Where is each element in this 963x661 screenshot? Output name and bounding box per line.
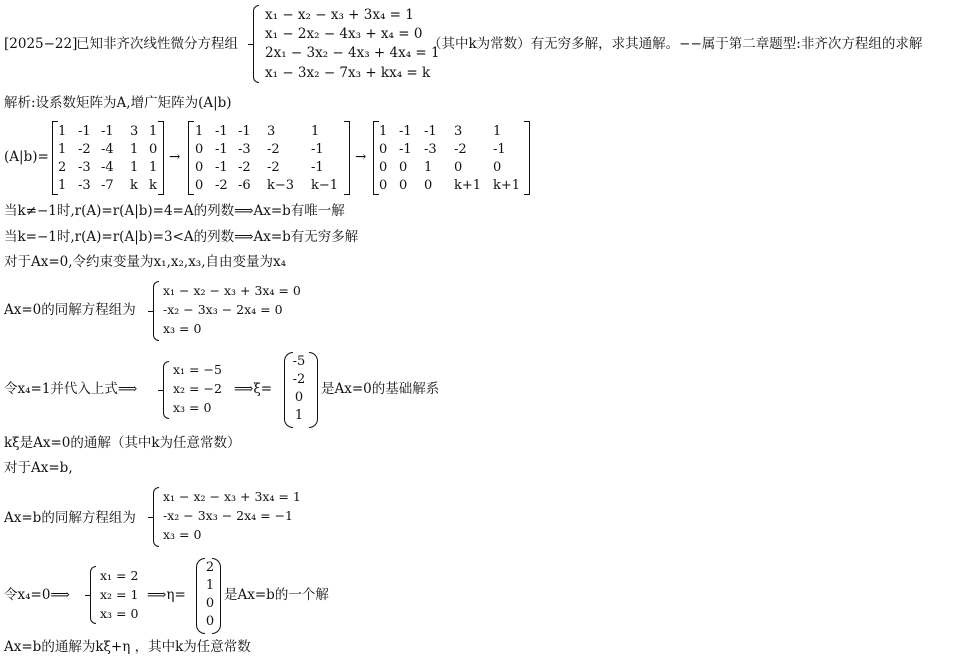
matrix-cell: 1 [195,124,204,139]
homog-brace [153,281,159,341]
variables-line: 对于Ax=0,令约束变量为x₁,x₂,x₃,自由变量为x₄ [4,254,287,270]
matrix-cell: 1 [58,178,67,193]
xi-eq-2: x₂ = −2 [173,381,222,396]
case-2: 当k=−1时,r(A)=r(A|b)=3<A的列数⟹Ax=b有无穷多解 [4,229,359,245]
problem-eq-3: 2x₁ − 3x₂ − 4x₃ + 4x₄ = 1 [265,45,440,61]
matrix-cell: 0 [493,160,502,175]
arrow-2: → [355,149,367,165]
matrix-cell: -4 [101,160,114,175]
matrix-cell: k [130,178,138,193]
vector-entry: -2 [292,372,306,387]
matrix-cell: -1 [399,124,412,139]
matrix-cell: 0 [379,142,388,157]
matrix-cell: 3 [454,124,463,139]
matrix-cell: 0 [195,160,204,175]
nonhomog-label: Ax=b的同解方程组为 [4,510,136,526]
matrix-cell: 1 [149,124,158,139]
problem-eq-4: x₁ − 3x₂ − 7x₃ + kx₄ = k [265,65,431,81]
vector-entry: 1 [294,408,304,423]
eta-brace [90,566,96,624]
matrix-cell: 2 [58,160,67,175]
homog-eq-2: -x₂ − 3x₃ − 2x₄ = 0 [163,302,283,317]
problem-eq-1: x₁ − x₂ − x₃ + 3x₄ = 1 [265,7,414,23]
matrix-cell: 0 [149,142,158,157]
xi-mid: ⟹ξ= [234,381,273,397]
problem-stem-before: 已知非齐次线性微分方程组 [76,36,238,52]
vector-entry: 2 [205,560,215,575]
matrix-cell: -7 [101,178,114,193]
matrix-cell: -1 [215,142,228,157]
augmented-label: (A|b)= [4,149,49,165]
problem-stem-after: （其中k为常数）有无穷多解，求其通解。−−属于第二章题型:非齐次方程组的求解 [428,36,923,52]
matrix-cell: k+1 [493,178,521,193]
matrix-cell: k−1 [311,178,339,193]
matrix-cell: -2 [267,160,280,175]
matrix1-right-bracket [158,121,164,195]
eta-eq-3: x₃ = 0 [100,606,139,621]
eta-tail: 是Ax=b的一个解 [224,587,329,603]
matrix-cell: 1 [130,142,139,157]
arrow-1: → [169,149,181,165]
matrix-cell: -3 [238,142,251,157]
matrix-cell: -2 [454,142,467,157]
matrix-cell: 1 [58,124,67,139]
analysis-intro: 解析:设系数矩阵为A,增广矩阵为(A|b) [4,95,232,111]
matrix-cell: 0 [195,178,204,193]
matrix-cell: -1 [311,142,324,157]
matrix-cell: 3 [130,124,139,139]
homog-label: Ax=0的同解方程组为 [4,302,136,318]
matrix-cell: -3 [78,178,91,193]
nonhomog-eq-3: x₃ = 0 [163,527,202,542]
matrix-cell: 0 [195,142,204,157]
final-answer: Ax=b的通解为kξ+η ，其中k为任意常数 [4,639,251,655]
matrix3-right-bracket [524,121,530,195]
matrix2-left-bracket [188,121,194,195]
xi-lead: 令x₄=1并代入上式⟹ [4,381,138,397]
eta-mid: ⟹η= [147,587,186,603]
matrix-cell: -1 [215,160,228,175]
matrix-cell: -3 [78,160,91,175]
homog-eq-3: x₃ = 0 [163,321,202,336]
matrix-cell: -1 [78,124,91,139]
matrix-cell: 1 [311,124,320,139]
vector-entry: 0 [205,596,215,611]
matrix-cell: k−3 [267,178,295,193]
matrix-cell: 0 [399,160,408,175]
matrix-cell: -1 [424,124,437,139]
matrix-cell: 1 [493,124,502,139]
matrix-cell: 1 [379,124,388,139]
vector-entry: 1 [205,578,215,593]
matrix-cell: -2 [267,142,280,157]
eta-eq-1: x₁ = 2 [100,568,139,583]
matrix-cell: 1 [130,160,139,175]
for-b-line: 对于Ax=b, [4,460,73,476]
matrix-cell: -3 [424,142,437,157]
xi-eq-3: x₃ = 0 [173,400,212,415]
matrix-cell: -6 [238,178,251,193]
matrix-cell: 1 [424,160,433,175]
matrix-cell: -1 [215,124,228,139]
nonhomog-eq-2: -x₂ − 3x₃ − 2x₄ = −1 [163,508,293,523]
eta-lead: 令x₄=0⟹ [4,587,70,603]
matrix-cell: 0 [424,178,433,193]
matrix-cell: -4 [101,142,114,157]
matrix-cell: 0 [454,160,463,175]
matrix-cell: -1 [399,142,412,157]
nonhomog-eq-1: x₁ − x₂ − x₃ + 3x₄ = 1 [163,489,301,504]
matrix2-right-bracket [344,121,350,195]
xi-tail: 是Ax=0的基础解系 [321,381,440,397]
matrix-cell: -1 [238,124,251,139]
matrix-cell: -1 [101,124,114,139]
eta-eq-2: x₂ = 1 [100,587,139,602]
vector-entry: 0 [205,614,215,629]
matrix-cell: -1 [493,142,506,157]
matrix-cell: 1 [58,142,67,157]
matrix-cell: 0 [379,160,388,175]
matrix-cell: -2 [238,160,251,175]
matrix-cell: -1 [311,160,324,175]
xi-brace [163,361,169,419]
xi-eq-1: x₁ = −5 [173,362,222,377]
matrix-cell: k+1 [454,178,482,193]
matrix-cell: -2 [78,142,91,157]
vector-entry: -5 [292,354,306,369]
general-homog: kξ是Ax=0的通解（其中k为任意常数） [4,435,241,451]
matrix-cell: 0 [379,178,388,193]
matrix-cell: 1 [149,160,158,175]
problem-tag: [2025−22] [4,36,78,52]
homog-eq-1: x₁ − x₂ − x₃ + 3x₄ = 0 [163,283,301,298]
vector-entry: 0 [294,390,304,405]
matrix-cell: 3 [267,124,276,139]
nonhomog-brace [153,487,159,547]
matrix-cell: k [149,178,157,193]
problem-system-brace [253,5,259,83]
xi-right-paren [309,352,318,428]
problem-eq-2: x₁ − 2x₂ − 4x₃ + x₄ = 0 [265,26,423,42]
matrix-cell: -2 [215,178,228,193]
matrix-cell: 0 [399,178,408,193]
case-1: 当k≠−1时,r(A)=r(A|b)=4=A的列数⟹Ax=b有唯一解 [4,203,345,219]
